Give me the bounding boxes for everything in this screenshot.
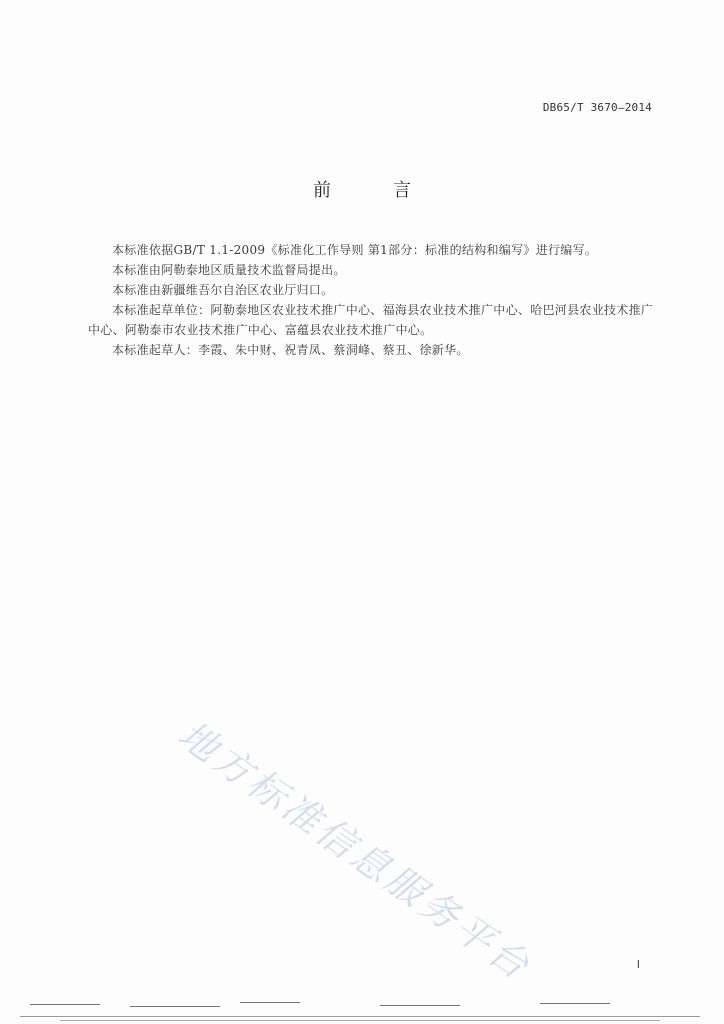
scan-artifacts (0, 944, 724, 1024)
paragraph-centralized-unit: 本标准由新疆维吾尔自治区农业厅归口。 (112, 283, 334, 297)
paragraph-drafters: 本标准起草人：李霞、朱中财、祝青凤、蔡洞峰、蔡丑、徐新华。 (112, 343, 469, 357)
standard-code: DB65/T 3670—2014 (542, 101, 652, 114)
paragraph-proposer: 本标准由阿勒泰地区质量技术监督局提出。 (112, 263, 346, 277)
scan-line (240, 1002, 300, 1003)
foreword-body (88, 240, 660, 360)
watermark: 地方标准信息服务平台 (170, 712, 540, 990)
scan-line (30, 1004, 100, 1005)
paragraph-drafting-units: 本标准起草单位：阿勒泰地区农业技术推广中心、福海县农业技术推广中心、哈巴河县农业技术推广中心、阿勒泰市农业技术推广中心、富蕴县农业技术推广中心。 (88, 303, 654, 337)
scan-line (20, 1016, 700, 1017)
page-number: I (636, 958, 640, 971)
scan-line (540, 1003, 610, 1004)
scan-line (60, 1020, 660, 1021)
paragraph-drafting-basis: 本标准依据GB/T 1.1-2009《标准化工作导则 第1部分：标准的结构和编写》进行编写。 (112, 243, 598, 257)
page-title: 前 言 (313, 180, 433, 201)
scan-line (130, 1006, 220, 1007)
scan-line (380, 1005, 460, 1006)
